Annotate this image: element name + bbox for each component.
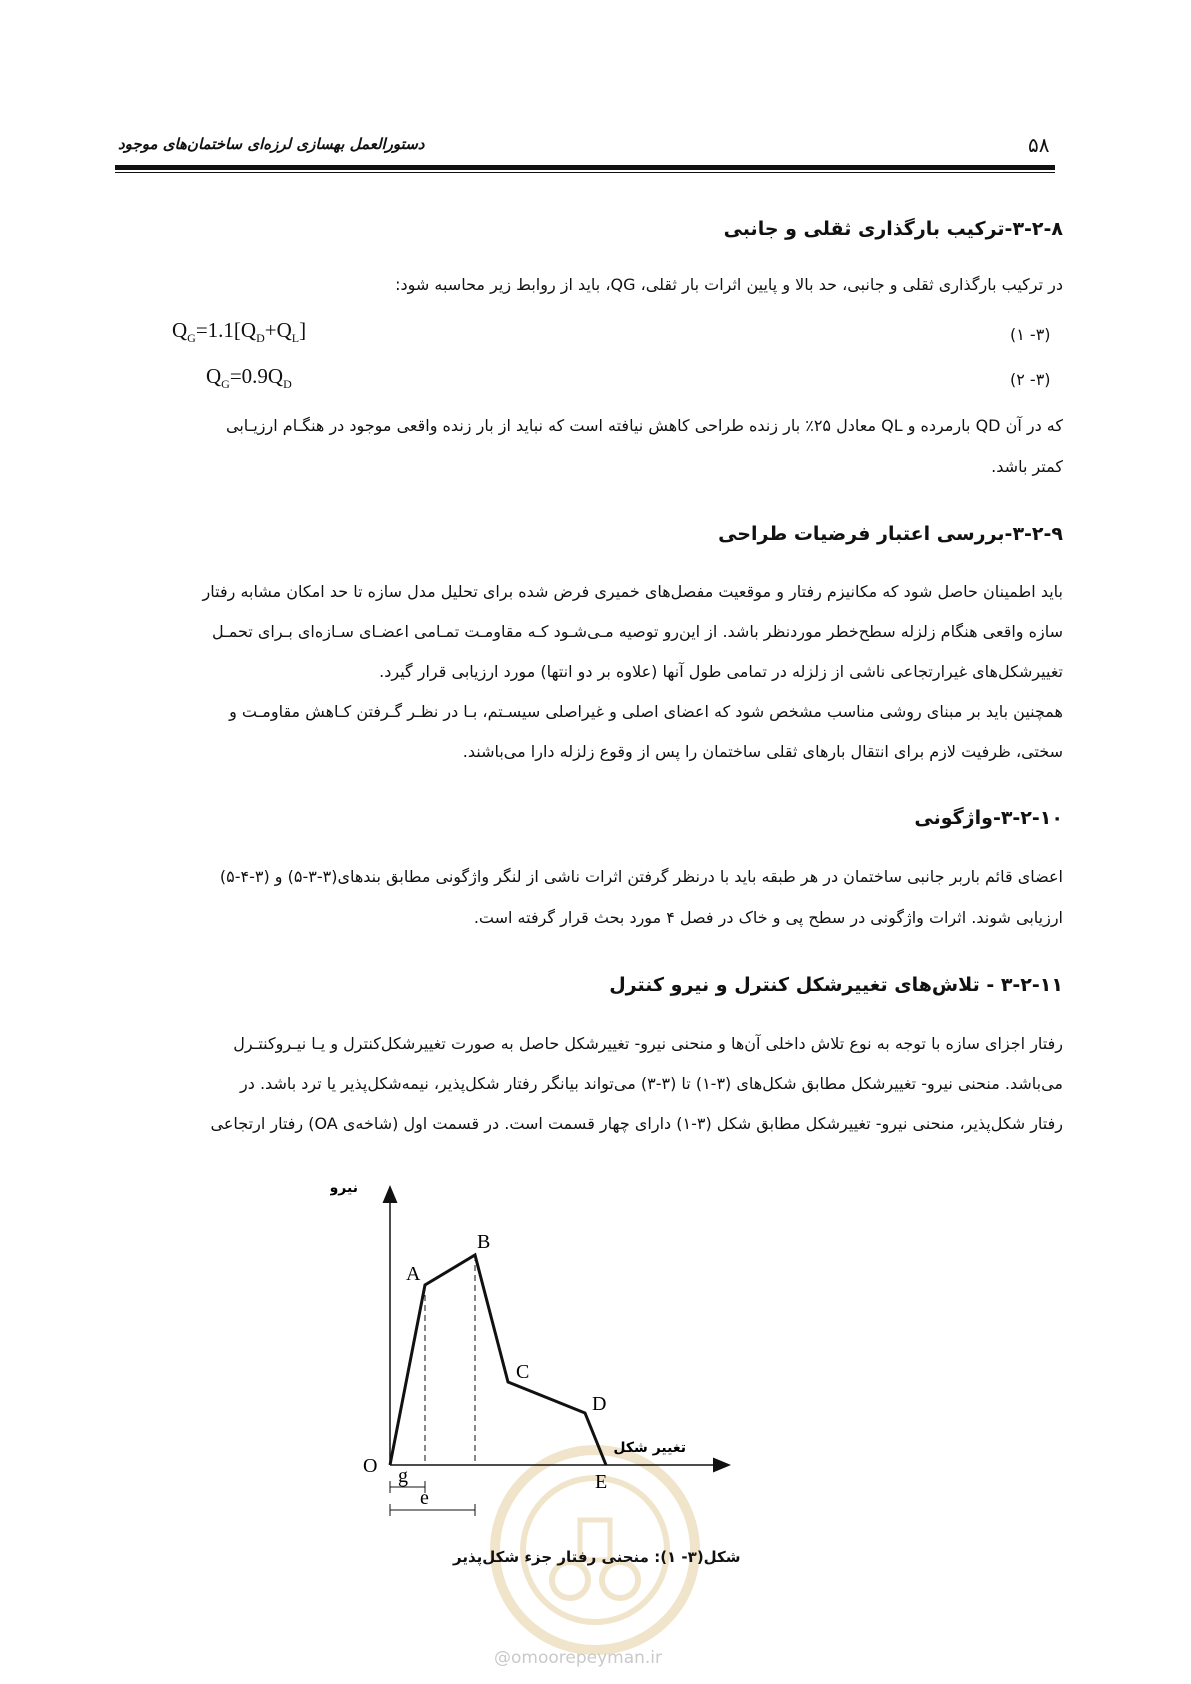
- section-heading: ۳-۲-۹-بررسی اعتبار فرضیات طراحی: [718, 523, 1063, 545]
- point-label-o: O: [363, 1455, 378, 1477]
- paragraph-line: رفتار اجزای سازه با توجه به نوع تلاش داخلی آن‌ها و منحنی نیرو- تغییرشکل حاصل به صورت تغییرشکل‌کنترل و یـا نیـروکنتـرل: [233, 1034, 1063, 1053]
- paragraph-line: ارزیابی شوند. اثرات واژگونی در سطح پی و خاک در فصل ۴ مورد بحث قرار گرفته است.: [473, 908, 1063, 927]
- point-label-a: A: [406, 1263, 421, 1285]
- paragraph-line: تغییرشکل‌های غیرارتجاعی ناشی از زلزله در تمامی طول آنها (علاوه بر دو انتها) مورد ارزیابی قرار گیرد.: [379, 662, 1063, 681]
- dim-label-g: g: [398, 1465, 408, 1487]
- equation-2: $Q_G=0.9Q_D$: [206, 364, 292, 392]
- point-label-b: B: [477, 1231, 491, 1253]
- paragraph-line: که در آن QD بارمرده و QL معادل ۲۵٪ بار زنده طراحی کاهش نیافته است که نباید از بار زنده واقعی موجود در هنگـام ارزیـابی: [226, 416, 1063, 435]
- point-label-d: D: [592, 1393, 607, 1415]
- behavior-curve: [390, 1255, 606, 1465]
- paragraph-line: همچنین باید بر مبنای روشی مناسب مشخص شود که اعضای اصلی و غیراصلی سیسـتم، بـا در نظـر گـرفتن کـاهش مقاومـت و: [229, 702, 1063, 721]
- paragraph-line: کمتر باشد.: [991, 457, 1063, 476]
- point-label-c: C: [516, 1361, 530, 1383]
- force-deformation-figure: [330, 1170, 750, 1540]
- paragraph-line: سختی، ظرفیت لازم برای انتقال بارهای ثقلی ساختمان را پس از وقوع زلزله دارا می‌باشند.: [462, 742, 1063, 761]
- section-heading: ۳-۲-۱۰-واژگونی: [914, 807, 1063, 829]
- equation-number: (۳- ۱): [1010, 325, 1051, 344]
- equation-1: $Q_G=1.1[Q_D+Q_L]$: [172, 318, 307, 346]
- paragraph-line: رفتار شکل‌پذیر، منحنی نیرو- تغییرشکل مطابق شکل (۳-۱) دارای چهار قسمت است. در قسمت اول (شاخه‌ی OA) رفتار ارتجاعی: [210, 1114, 1063, 1133]
- header-rule: [115, 165, 1055, 170]
- header-rule-thin: [115, 172, 1055, 173]
- running-title: دستورالعمل بهسازی لرزه‌ای ساختمان‌های موجود: [118, 135, 425, 153]
- x-axis-label: تغییر شکل: [613, 1440, 686, 1456]
- page-number: ۵۸: [1028, 133, 1050, 157]
- watermark-text: @omoorepeyman.ir: [494, 1648, 663, 1668]
- paragraph-line: سازه واقعی هنگام زلزله سطح‌خطر موردنظر باشد. از این‌رو توصیه مـی‌شـود کـه مقاومـت تمـامی اعضـای سـازه‌ای بـرای تحمـل: [211, 622, 1063, 641]
- point-label-e: E: [595, 1471, 608, 1493]
- section-heading: ۳-۲-۸-ترکیب بارگذاری ثقلی و جانبی: [723, 218, 1063, 240]
- paragraph-line: در ترکیب بارگذاری ثقلی و جانبی، حد بالا و پایین اثرات بار ثقلی، QG، باید از روابط زیر محاسبه شود:: [395, 275, 1063, 294]
- paragraph-line: می‌باشد. منحنی نیرو- تغییرشکل مطابق شکل‌های (۳-۱) تا (۳-۳) می‌تواند بیانگر رفتار شکل‌پذیر، نیمه‌شکل‌پذیر یا ترد باشد. در: [240, 1074, 1063, 1093]
- figure-caption: شکل(۳- ۱): منحنی رفتار جزء شکل‌پذیر: [453, 1548, 741, 1566]
- paragraph-line: اعضای قائم باربر جانبی ساختمان در هر طبقه باید با درنظر گرفتن اثرات ناشی از لنگر واژگونی مطابق بندهای(۳-۳-۵) و (۳-۴-۵): [219, 867, 1063, 886]
- y-axis-label: نیرو: [330, 1180, 358, 1196]
- paragraph-line: باید اطمینان حاصل شود که مکانیزم رفتار و موقعیت مفصل‌های خمیری فرض شده برای تحلیل مدل سازه تا حد امکان مشابه رفتار: [202, 582, 1063, 601]
- dim-label-e: e: [420, 1487, 429, 1509]
- section-heading: ۳-۲-۱۱ - تلاش‌های تغییرشکل کنترل و نیرو کنترل: [609, 974, 1063, 996]
- equation-number: (۳- ۲): [1010, 370, 1051, 389]
